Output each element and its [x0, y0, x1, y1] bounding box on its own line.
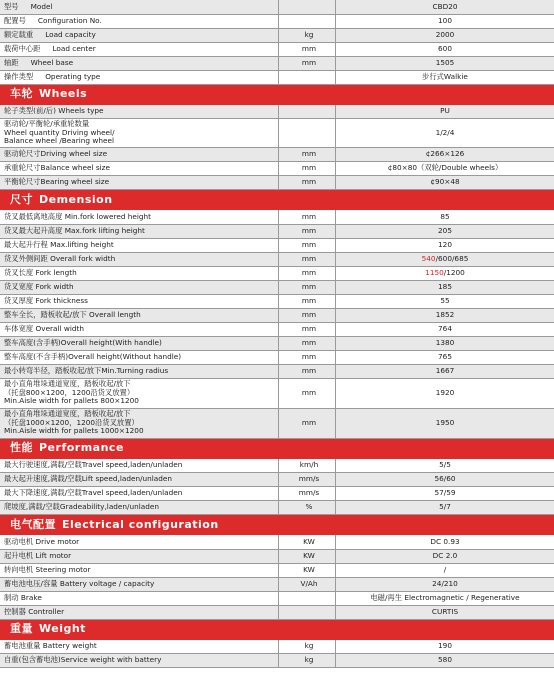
- table-row: [0, 238, 554, 252]
- unit-cell: mm: [279, 56, 336, 70]
- unit-cell: mm: [279, 162, 336, 176]
- unit-cell: mm: [279, 322, 336, 336]
- label-cell: 货叉宽度 Fork width: [0, 280, 279, 294]
- value-rest: /600/685: [435, 253, 469, 263]
- value-cell: 580: [336, 654, 554, 668]
- label-cell: 最大下降速度,满载/空载Travel speed,laden/unladen: [0, 487, 279, 501]
- label-cell: 蓄电池电压/容量 Battery voltage / capacity: [0, 577, 279, 591]
- table-row: [0, 28, 554, 42]
- unit-cell: mm: [279, 42, 336, 56]
- label-cell: 自重(包含蓄电池)Service weight with battery: [0, 654, 279, 668]
- label-cell: 最大起升行程 Max.lifting height: [0, 238, 279, 252]
- unit-cell: [279, 14, 336, 28]
- value-cell: CURTIS: [336, 605, 554, 619]
- section-title-cn: 重量: [10, 622, 33, 636]
- label-cell: 爬坡度,满载/空载Gradeability,laden/unladen: [0, 501, 279, 515]
- value-cell: 5/5: [336, 459, 554, 473]
- table-row: [0, 563, 554, 577]
- label-cell: 轮子类型(前/后) Wheels type: [0, 105, 279, 119]
- label-line: 最小直角堆垛通道宽度，踏板收起/放下: [4, 379, 131, 389]
- label-cn: 型号: [4, 1, 19, 11]
- label-cell: 最大行驶速度,满载/空载Travel speed,laden/unladen: [0, 459, 279, 473]
- value-cell: 1667: [336, 364, 554, 378]
- table-row: [0, 577, 554, 591]
- unit-cell: km/h: [279, 459, 336, 473]
- table-row: [0, 70, 554, 84]
- value-cell: 1950: [336, 408, 554, 438]
- table-row: [0, 148, 554, 162]
- label-cn: 操作类型: [4, 71, 34, 81]
- unit-cell: mm: [279, 308, 336, 322]
- value-cell: 1505: [336, 56, 554, 70]
- table-row: [0, 105, 554, 119]
- value-cell: 764: [336, 322, 554, 336]
- value-cell: 185: [336, 280, 554, 294]
- label-cell: 整车高度(不含手柄)Overall height(Without handle): [0, 350, 279, 364]
- table-row: [0, 42, 554, 56]
- section-header-electrical: [0, 515, 554, 536]
- table-row: [0, 473, 554, 487]
- table-row: [0, 210, 554, 224]
- label-cell: 最小转弯半径，踏板收起/放下Min.Turning radius: [0, 364, 279, 378]
- label-line: 驱动轮/平衡轮/承重轮数量: [4, 119, 90, 129]
- unit-cell: mm: [279, 148, 336, 162]
- label-cell: 驱动电机 Drive motor: [0, 535, 279, 549]
- table-row: [0, 0, 554, 14]
- unit-cell: [279, 105, 336, 119]
- section-header-dimension: [0, 190, 554, 211]
- unit-cell: mm: [279, 238, 336, 252]
- table-row: [0, 501, 554, 515]
- label-cell: 控制器 Controller: [0, 605, 279, 619]
- label-cell: 转向电机 Steering motor: [0, 563, 279, 577]
- table-row: [0, 459, 554, 473]
- unit-cell: mm: [279, 252, 336, 266]
- unit-cell: [279, 70, 336, 84]
- table-row: [0, 408, 554, 438]
- value-cell: 56/60: [336, 473, 554, 487]
- label-line: Min.Aisle width for pallets 800×1200: [4, 396, 139, 406]
- value-cell: DC 2.0: [336, 549, 554, 563]
- table-row: [0, 280, 554, 294]
- label-line: Wheel quantity Driving wheel/: [4, 127, 115, 137]
- label-en: Model: [30, 1, 53, 11]
- value-cell: ¢80×80（双轮/Double wheels）: [336, 162, 554, 176]
- value-cell: ¢266×126: [336, 148, 554, 162]
- table-row: [0, 336, 554, 350]
- unit-cell: mm: [279, 280, 336, 294]
- value-highlight: 540: [421, 253, 436, 263]
- section-header-wheels: [0, 84, 554, 105]
- unit-cell: [279, 605, 336, 619]
- value-cell: /: [336, 563, 554, 577]
- label-cell: 最大起升速度,满载/空载Lift speed,laden/unladen: [0, 473, 279, 487]
- label-line: Min.Aisle width for pallets 1000×1200: [4, 426, 144, 436]
- unit-cell: KW: [279, 563, 336, 577]
- value-cell: 100: [336, 14, 554, 28]
- value-cell: 205: [336, 224, 554, 238]
- unit-cell: kg: [279, 28, 336, 42]
- table-row: [0, 549, 554, 563]
- section-title-en: Weight: [39, 622, 86, 636]
- table-row: [0, 487, 554, 501]
- value-rest: /1200: [443, 267, 465, 277]
- value-cell: [336, 266, 554, 280]
- label-cn: 载荷中心距: [4, 43, 41, 53]
- label-cn: 额定载重: [4, 29, 34, 39]
- value-cell: 5/7: [336, 501, 554, 515]
- unit-cell: mm: [279, 176, 336, 190]
- table-row: [0, 224, 554, 238]
- table-row: [0, 162, 554, 176]
- unit-cell: [279, 0, 336, 14]
- label-cell: 车体宽度 Overall width: [0, 322, 279, 336]
- unit-cell: V/Ah: [279, 577, 336, 591]
- table-row: [0, 322, 554, 336]
- unit-cell: mm/s: [279, 473, 336, 487]
- value-cell: 1920: [336, 378, 554, 408]
- value-cell: 600: [336, 42, 554, 56]
- label-cell: 平衡轮尺寸Bearing wheel size: [0, 176, 279, 190]
- label-cell: 货叉最低离地高度 Min.fork lowered height: [0, 210, 279, 224]
- unit-cell: [279, 119, 336, 148]
- unit-cell: mm: [279, 294, 336, 308]
- unit-cell: mm: [279, 336, 336, 350]
- label-cell: 起升电机 Lift motor: [0, 549, 279, 563]
- unit-cell: mm/s: [279, 487, 336, 501]
- table-row: [0, 640, 554, 654]
- label-cell: 制动 Brake: [0, 591, 279, 605]
- unit-cell: [279, 591, 336, 605]
- value-cell: 55: [336, 294, 554, 308]
- table-row: [0, 378, 554, 408]
- value-cell: 1852: [336, 308, 554, 322]
- value-cell: 1/2/4: [336, 119, 554, 148]
- table-row: [0, 591, 554, 605]
- table-row: [0, 350, 554, 364]
- label-en: Configuration No.: [37, 15, 102, 25]
- unit-cell: mm: [279, 408, 336, 438]
- unit-cell: kg: [279, 654, 336, 668]
- value-cell: 190: [336, 640, 554, 654]
- label-line: Balance wheel /Bearing wheel: [4, 136, 114, 146]
- table-row: [0, 266, 554, 280]
- table-row: [0, 176, 554, 190]
- value-cell: ¢90×48: [336, 176, 554, 190]
- label-cell: 驱动轮尺寸Driving wheel size: [0, 148, 279, 162]
- label-cell: 货叉外侧间距 Overall fork width: [0, 252, 279, 266]
- value-cell: 电磁/再生 Electromagnetic / Regenerative: [336, 591, 554, 605]
- label-line: （托盘1000×1200，1200沿货叉放置）: [4, 417, 139, 427]
- unit-cell: kg: [279, 640, 336, 654]
- table-row: [0, 535, 554, 549]
- table-row: [0, 14, 554, 28]
- section-title-en: Wheels: [39, 87, 88, 101]
- unit-cell: mm: [279, 364, 336, 378]
- label-line: （托盘800×1200，1200沿货叉放置）: [4, 387, 135, 397]
- label-cell: 货叉最大起升高度 Max.fork lifting height: [0, 224, 279, 238]
- label-line: 最小直角堆垛通道宽度，踏板收起/放下: [4, 409, 131, 419]
- table-row: [0, 654, 554, 668]
- value-highlight: 1150: [425, 267, 444, 277]
- label-cell: 货叉厚度 Fork thickness: [0, 294, 279, 308]
- unit-cell: KW: [279, 549, 336, 563]
- label-en: Wheel base: [30, 57, 74, 67]
- label-en: Load center: [52, 43, 96, 53]
- section-title-cn: 车轮: [10, 87, 33, 101]
- unit-cell: mm: [279, 350, 336, 364]
- section-title-cn: 电气配置: [10, 517, 56, 531]
- value-cell: 24/210: [336, 577, 554, 591]
- value-cell: 120: [336, 238, 554, 252]
- section-title-en: Performance: [39, 441, 124, 455]
- unit-cell: mm: [279, 210, 336, 224]
- unit-cell: mm: [279, 378, 336, 408]
- unit-cell: KW: [279, 535, 336, 549]
- value-cell: 1380: [336, 336, 554, 350]
- value-cell: CBD20: [336, 0, 554, 14]
- table-row: [0, 119, 554, 148]
- value-cell: 2000: [336, 28, 554, 42]
- label-cell: 整车高度(含手柄)Overall height(With handle): [0, 336, 279, 350]
- table-row: [0, 364, 554, 378]
- label-cn: 轴距: [4, 57, 19, 67]
- value-cell: DC 0.93: [336, 535, 554, 549]
- value-cell: [336, 252, 554, 266]
- label-cell: 蓄电池重量 Battery weight: [0, 640, 279, 654]
- label-en: Operating type: [45, 71, 101, 81]
- value-cell: 57/59: [336, 487, 554, 501]
- section-title-en: Electrical configuration: [62, 517, 219, 531]
- unit-cell: mm: [279, 224, 336, 238]
- value-cell: 85: [336, 210, 554, 224]
- section-title-cn: 尺寸: [10, 192, 33, 206]
- label-cell: [0, 119, 279, 148]
- section-header-performance: [0, 438, 554, 459]
- table-row: [0, 56, 554, 70]
- table-row: [0, 308, 554, 322]
- label-cn: 配置号: [4, 15, 26, 25]
- value-cell: 步行式Walkie: [336, 70, 554, 84]
- unit-cell: mm: [279, 266, 336, 280]
- value-cell: PU: [336, 105, 554, 119]
- label-cell: [0, 408, 279, 438]
- section-header-weight: [0, 619, 554, 640]
- section-title-en: Demension: [39, 192, 113, 206]
- label-cell: 整车全长，踏板收起/放下 Overall length: [0, 308, 279, 322]
- label-cell: 承重轮尺寸Balance wheel size: [0, 162, 279, 176]
- table-row: [0, 252, 554, 266]
- section-title-cn: 性能: [10, 441, 33, 455]
- label-cell: 货叉长度 Fork length: [0, 266, 279, 280]
- unit-cell: %: [279, 501, 336, 515]
- label-en: Load capacity: [45, 29, 96, 39]
- value-cell: 765: [336, 350, 554, 364]
- label-cell: [0, 378, 279, 408]
- table-row: [0, 294, 554, 308]
- table-row: [0, 605, 554, 619]
